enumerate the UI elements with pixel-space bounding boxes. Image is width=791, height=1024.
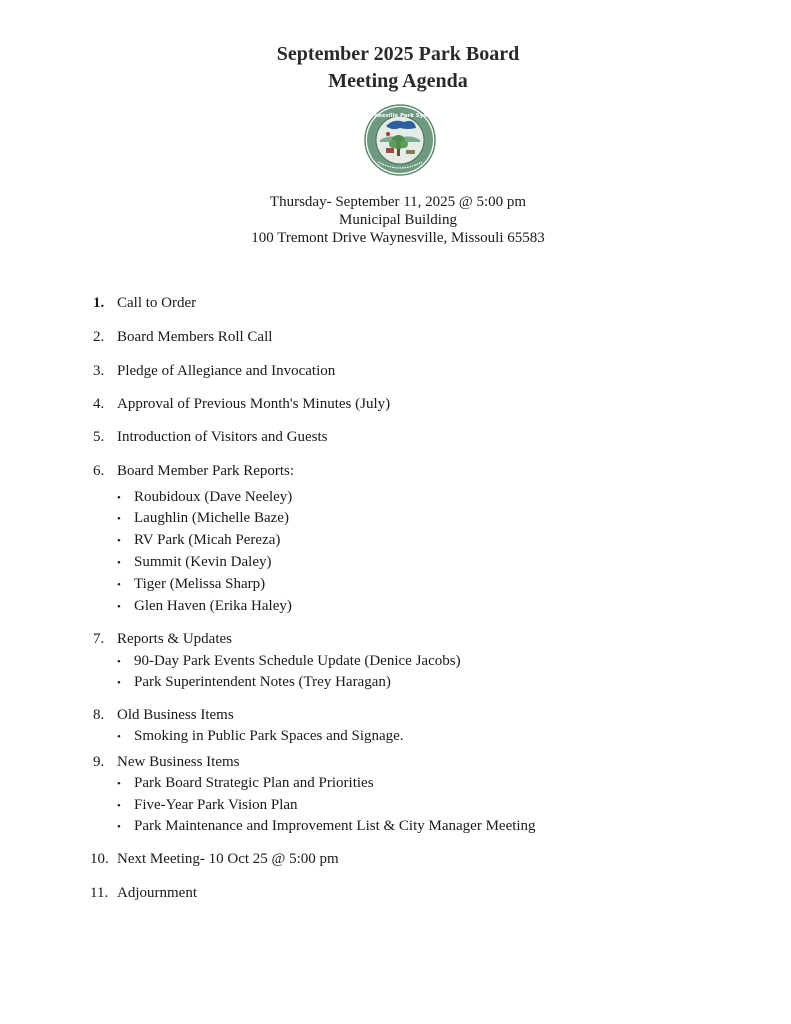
- agenda-item-label: Call to Order: [117, 295, 197, 311]
- bullet-icon: •: [117, 778, 121, 790]
- agenda-subitem-label: Smoking in Public Park Spaces and Signage.: [134, 728, 404, 744]
- bullet-icon: •: [117, 601, 121, 613]
- agenda-subitem-label: Summit (Kevin Daley): [134, 554, 272, 570]
- agenda-item-number: 3.: [93, 363, 105, 379]
- agenda-item-label: Board Member Park Reports:: [117, 463, 295, 479]
- bullet-icon: •: [117, 513, 121, 525]
- bullet-icon: •: [117, 557, 121, 569]
- meeting-location: Municipal Building: [339, 212, 457, 228]
- agenda-item-label: Board Members Roll Call: [117, 329, 273, 345]
- agenda-item-label: New Business Items: [117, 754, 240, 770]
- page-subtitle: Meeting Agenda: [328, 70, 468, 92]
- seal-ring-text: Waynesville Park System: [364, 113, 436, 119]
- meeting-datetime: Thursday- September 11, 2025 @ 5:00 pm: [269, 194, 527, 210]
- agenda-subitem-label: Park Board Strategic Plan and Priorities: [134, 775, 374, 791]
- agenda-item-number: 2.: [93, 329, 105, 345]
- agenda-item-label: Next Meeting- 10 Oct 25 @ 5:00 pm: [117, 851, 339, 867]
- bullet-icon: •: [117, 535, 121, 547]
- waynesville-park-system-seal-icon: [364, 104, 436, 176]
- bullet-icon: •: [117, 677, 121, 689]
- agenda-subitem-label: Roubidoux (Dave Neeley): [134, 489, 293, 505]
- bullet-icon: •: [117, 579, 121, 591]
- agenda-item-number: 5.: [93, 429, 105, 445]
- agenda-item-number: 7.: [93, 631, 105, 647]
- agenda-item-number: 10.: [90, 851, 109, 867]
- meeting-address: 100 Tremont Drive Waynesville, Missouli 65583: [251, 230, 545, 246]
- agenda-item-number: 1.: [93, 295, 105, 311]
- agenda-item-label: Reports & Updates: [117, 631, 232, 647]
- agenda-subitem-label: Glen Haven (Erika Haley): [134, 598, 292, 614]
- bullet-icon: •: [117, 821, 121, 833]
- agenda-item-label: Introduction of Visitors and Guests: [117, 429, 328, 445]
- agenda-subitem-label: 90-Day Park Events Schedule Update (Denice Jacobs): [134, 653, 461, 669]
- agenda-subitem-label: Park Superintendent Notes (Trey Haragan): [134, 674, 391, 690]
- agenda-subitem-label: Laughlin (Michelle Baze): [134, 510, 289, 526]
- agenda-item-label: Old Business Items: [117, 707, 234, 723]
- bullet-icon: •: [117, 800, 121, 812]
- agenda-item-number: 9.: [93, 754, 105, 770]
- bullet-icon: •: [117, 656, 121, 668]
- agenda-item-label: Pledge of Allegiance and Invocation: [117, 363, 336, 379]
- agenda-subitem-label: Five-Year Park Vision Plan: [134, 797, 298, 813]
- agenda-item-number: 8.: [93, 707, 105, 723]
- agenda-subitem-label: Park Maintenance and Improvement List & City Manager Meeting: [134, 818, 536, 834]
- agenda-item-number: 4.: [93, 396, 105, 412]
- agenda-subitem-label: Tiger (Melissa Sharp): [134, 576, 266, 592]
- agenda-item-label: Adjournment: [117, 885, 197, 901]
- agenda-item-number: 11.: [90, 885, 109, 901]
- bullet-icon: •: [117, 492, 121, 504]
- agenda-item-label: Approval of Previous Month's Minutes (July): [117, 396, 391, 412]
- agenda-item-number: 6.: [93, 463, 105, 479]
- agenda-subitem-label: RV Park (Micah Pereza): [134, 532, 281, 548]
- page-title: September 2025 Park Board: [276, 43, 520, 65]
- bullet-icon: •: [117, 731, 121, 743]
